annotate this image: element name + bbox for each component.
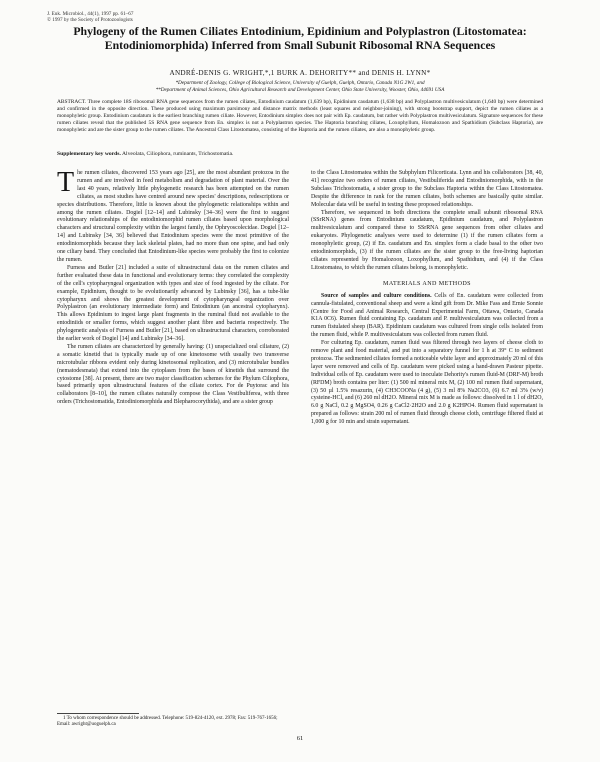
affiliation-1: *Department of Zoology, College of Biological Science, University of Guelph, Guelph, Ontario, Canada N1G 2W1, and [175,80,425,86]
keywords [57,151,543,158]
footnote: 1 To whom correspondence should be addressed. Telephone: 519-824-4120, ext. 2978; Fax: 519-767-1656; Email: awright@uoguelph.ca [57,716,278,728]
intro-paragraph-4: to the Class Litostomatea within the Subphylum Filicorticata. Lynn and his collaborators [38, 40, 41] recognize two orders of rumen ciliates, Vestibuliferida and Entodiniomorphida, with in the Subclass Trichostomatia, a sister group to the Subclass Haptoria within the Class Litostomatea. Despite the difference in rank for the rumen ciliates, both schemes are basically quite similar. Molecular data will be useful in testing these proposed relationships. [311,170,543,208]
affiliations [52,80,548,93]
author-list: ANDRÉ-DENIS G. WRIGHT,*,1 BURK A. DEHORITY** and DENIS H. LYNN* [169,69,431,77]
drop-cap: T [57,167,75,198]
methods-paragraph-1-text: Cells of En. caudatum were collected from cannula-fistulated, conventional sheep and were a kind gift from Dr. Mike Fass and Ernie Sonnie (Centre for Food and Animal Research, Central Experimental Farm, Ottawa, Ontario, Canada K1A 0C6). Rumen fluid containing Ep. caudatum and P. multivesiculatum was collected from a rumen fistulated sheep (BAR). Epidinium caudatum was cultured from single cells isolated from the rumen fluid, while P. multivesiculatum was collected from rumen fluid. [311,292,543,339]
intro-paragraph-1 [57,167,289,265]
intro-paragraph-5: Therefore, we sequenced in both directions the complete small subunit ribosomal RNA (SSrRNA) genes from Entodinium caudatum, Epidinium caudatum, and Polyplastron multivesiculatum and compared these to SSrRNA gene sequences from other ciliates and eukaryotes. Phylogenetic analyses were used to determine (1) if the rumen ciliates form a monophyletic group, (2) if En. caudatum and En. simplex form a clade basal to the other two entodiniomorphids, (3) if the rumen ciliates are the sister group to the free-living haptorian ciliates represented by Homalozoon, Loxophyllum, and Spathidium, and (4) if the Class Litostomatea, to which the rumen ciliates belong, is monophyletic. [311,209,543,271]
intro-paragraph-1-text: he rumen ciliates, discovered 153 years ago [25], are the most abundant protozoa in the rumen and are involved in feed metabolism and degradation of plant material. Over the last 40 years, relatively little phylogenetic research has been attempted on the rumen ciliates, as most studies have centred around new species' descriptions, redescriptions or species distributions. Therefore, little is known about the phylogenetic relationships within and among the rumen ciliates. Dogiel [12–14] and Lubinsky [34–36] were the first to suggest evolutionary relationships of the entodiniomorphid rumen ciliates based upon morphological characters and structural complexity within the largest family, the Ophryoscolecidae. Dogiel [12–14] and Lubinsky [34, 36] believed that Entodinium species were the most primitive of the entodiniomorphids because they lack skeletal plates, had no more than one spine, and had only one ciliary band. They concluded that Entodinium-like species were probably the first to colonize the rumen. [57,170,289,263]
abstract-text: Three complete 18S ribosomal RNA gene sequences from the rumen ciliates, Entodinium caudatum (1,639 bp), Epidinium caudatum (1,638 bp) and Polyplastron multivesiculatum (1,640 bp) were determined and confirmed in the opposite direction. These produced using maximum parsimony and distance matrix methods (least squares and neighbor-joining), with strong bootstrap support, depict the rumen ciliates as a monophyletic group. Entodinium caudatum is the earliest branching rumen ciliate. However, Entodinium simplex does not pair with Ep. caudatum, but rather with Polyplastron multivesiculatum. Signature sequences for these rumen ciliates reveal that the published 5S RNA gene sequence from En. simplex is not a Polyplastron species. The Haptoria branching ciliates, Loxophyllum, Homalozoon and Spathidium (Subclass Haptoria), are monophyletic and are the sister group to the rumen ciliates. The Ancestral Class Litostomatea, consisting of the Haptoria and the rumen ciliates, are also a monophyletic group. [57,99,543,134]
journal-citation: J. Euk. Microbiol., 44(1), 1997 pp. 61–67 [47,11,134,17]
keywords-text: Alveolata, Ciliophora, ruminants, Trichostomatia. [121,151,234,157]
footnote-rule [57,713,139,714]
abstract [57,99,543,134]
left-column [57,167,289,407]
right-column [311,170,543,427]
methods-paragraph-1 [311,293,543,340]
abstract-label: ABSTRACT. [57,99,87,105]
intro-paragraph-3: The rumen ciliates are characterized by generally having: (1) unspecialized oral ciliature, (2) a somatic kinetid that is typically made up of one kinetosome with usually two transverse microtubular ribbons evident only during kinetosomal replication, and (3) microtubular bundles (nematodesmata) that extend into the cytoplasm from the bases of kinetids that surround the cytostome [38]. At present, there are two major classification schemes for the Phylum Ciliophora, based primarily upon ultrastructural features of the ciliate cortex. For de Puytorac and his collaborators [8–10], the rumen ciliates naturally compose the Class Vestibuliferea, with three orders (Trichostomatida, Entodiniomorphida and Blepharocorythida), and are a sister group [57,343,289,406]
intro-paragraph-2: Furness and Butler [21] included a suite of ultrastructural data on the rumen ciliates and further evaluated these data in functional and evolutionary terms: they correlated the complexity of the cell's cytopharyngeal organization with types and size of food ingested by the ciliate. For example, Epidinium, thought to be evolutionarily advanced by Lubinsky [36], has a tube-like cytopharynx and shows the greatest development of cytopharyngeal organization over Polyplastron (an evolutionary intermediate form) and Entodinium (an ancestral cytopharynx). This allows Epidinium to ingest large plant fragments in the ruminal fluid not available to the entodiniids or smaller forms, which suggest another plant fibre and bacteria respectively. The phylogenetic analysis of Furness and Butler [21], based on ultrastructural characters, corroborated the earlier work of Dogiel [14] and Lubinsky [34–36]. [57,264,289,343]
journal-header [47,11,133,24]
copyright-line: © 1997 by the Society of Protozoologists [47,17,133,24]
keywords-label: Supplementary key words. [57,151,121,157]
paper-title: Phylogeny of the Rumen Ciliates Entodinium, Epidinium and Polyplastron (Litostomatea: Entodiniomorphida) Inferred from Small Subunit Ribosomal RNA Sequences [73,24,527,52]
affiliation-2: **Department of Animal Sciences, Ohio Agricultural Research and Development Center, Ohio State University, Wooster, Ohio, 44691 USA [155,86,445,93]
methods-subheading: Source of samples and culture conditions. [321,292,432,299]
page-number: 61 [296,735,304,742]
methods-paragraph-2: For culturing Ep. caudatum, rumen fluid was filtered through two layers of cheese cloth to remove plant and food material, and put into a separatory funnel for 1 h at 39° C to sediment protozoa. The sedimented ciliates formed a noticeable white layer and approximately 20 ml of this layer were removed and cells of Ep. caudatum were picked using a hand-drawn Pasteur pipette. Individual cells of Ep. caudatum were used to inoculate Dehority's rumen fluid-M (DRF-M) broth (RFDM) broth contains per liter: (1) 500 ml mineral mix M, (2) 100 ml rumen fluid supernatant, (3) 50 µl 1.5% resazurin, (4) CH3COONa (4 g), (5) 3 ml 8% Na2CO3, (6) 6.7 ml 3% (w/v) cysteine-HCl, and (6) 260 ml dH2O. Mineral mix M is made as follows: dissolved in 1 l of dH2O, 6.0 g NaCl, 0.2 g MgSO4, 0.26 g CaCl2·2H2O and 2.0 g K2HPO4. Rumen fluid supernatant is prepared as follows: strain 200 ml of rumen fluid through cheese cloth, centrifuge filtered fluid at 1,000 g for 10 min and strain supernatant. [311,340,544,426]
section-heading-methods: MATERIALS AND METHODS [383,280,471,287]
